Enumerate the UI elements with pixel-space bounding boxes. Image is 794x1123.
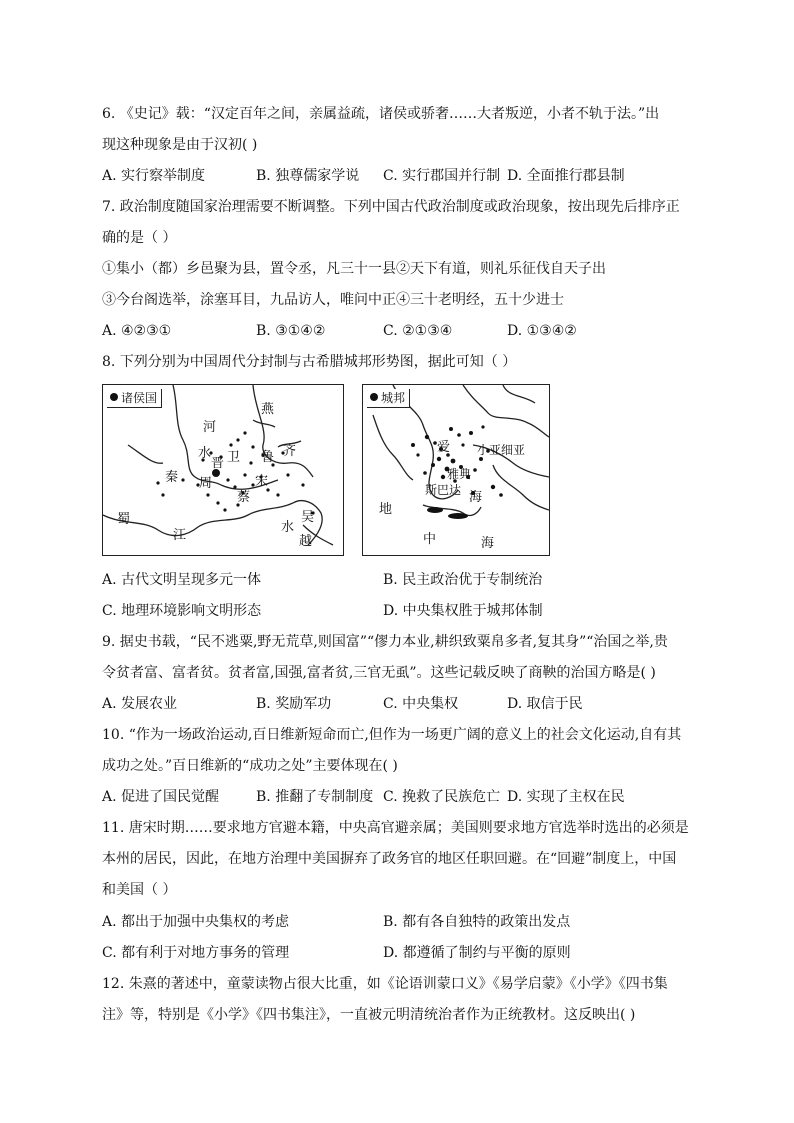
q9-option-b: B. 奖励军功 bbox=[256, 696, 332, 712]
q9-option-a: A. 发展农业 bbox=[102, 696, 178, 712]
q8-option-b: B. 民主政治优于专制统治 bbox=[383, 572, 543, 588]
q12-stem-line2: 注》等，特别是《小学》《四书集注》，一直被元明清统治者作为正统教材。这反映出( ) bbox=[102, 1007, 636, 1023]
q10-option-a: A. 促进了国民觉醒 bbox=[102, 789, 220, 805]
label-qi: 齐 bbox=[283, 444, 297, 459]
q7-stem-line1: 7. 政治制度随国家治理需要不断调整。下列中国古代政治制度或政治现象，按出现先后排序正 bbox=[102, 199, 680, 215]
zhou-states-map bbox=[102, 384, 344, 556]
q6-option-b: B. 独尊儒家学说 bbox=[256, 168, 360, 184]
q6-option-c: C. 实行郡国并行制 bbox=[383, 168, 501, 184]
q7-option-d: D. ①③④② bbox=[507, 323, 577, 339]
zhou-map-title: 诸侯国 bbox=[107, 389, 162, 408]
capital-dot-icon bbox=[110, 393, 118, 401]
label-ai: 爱 bbox=[437, 440, 451, 455]
q11-stem-line2: 本州的居民，因此，在地方治理中美国摒弃了政务官的地区任职回避。在“回避”制度上，中国 bbox=[102, 851, 677, 867]
q9-option-c: C. 中央集权 bbox=[383, 696, 459, 712]
q9-option-d: D. 取信于民 bbox=[507, 696, 583, 712]
q10-option-d: D. 实现了主权在民 bbox=[507, 789, 625, 805]
q10-stem-line1: 10. “作为一场政治运动,百日维新短命而亡,但作为一场更广阔的意义上的社会文化运动,自有其 bbox=[102, 727, 682, 743]
q7-stem-line2: 确的是（ ） bbox=[102, 230, 177, 246]
q8-stem-line1: 8. 下列分别为中国周代分封制与古希腊城邦形势图，据此可知（ ） bbox=[102, 354, 517, 370]
greece-map-title: 城邦 bbox=[367, 389, 410, 408]
label-lu: 鲁 bbox=[261, 450, 275, 465]
label-hai: 海 bbox=[469, 490, 483, 505]
label-he: 河 bbox=[203, 420, 217, 435]
q7-stem-line4: ③今台阁选举，涂塞耳目，九品访人，唯问中正④三十老明经，五十少进士 bbox=[102, 292, 564, 308]
q8-option-c: C. 地理环境影响文明形态 bbox=[102, 603, 262, 619]
label-song: 宋 bbox=[255, 474, 269, 489]
label-shui: 水 bbox=[198, 446, 212, 461]
q8-option-d: D. 中央集权胜于城邦体制 bbox=[383, 603, 543, 619]
label-zhou: 周 bbox=[199, 476, 213, 491]
q11-option-b: B. 都有各自独特的政策出发点 bbox=[383, 914, 571, 930]
label-hai-sea: 海 bbox=[481, 536, 495, 551]
label-yan: 燕 bbox=[261, 402, 275, 417]
q8-option-a: A. 古代文明呈现多元一体 bbox=[102, 572, 262, 588]
label-sparta: 斯巴达 bbox=[425, 483, 462, 497]
q11-stem-line1: 11. 唐宋时期……要求地方官避本籍，中央高官避亲属；美国则要求地方官选举时选出的必须是 bbox=[102, 820, 689, 836]
q10-option-c: C. 挽救了民族危亡 bbox=[383, 789, 501, 805]
q7-option-c: C. ②①③④ bbox=[383, 323, 453, 339]
q6-option-a: A. 实行察举制度 bbox=[102, 168, 206, 184]
label-yue: 越 bbox=[299, 534, 313, 549]
label-qin: 秦 bbox=[165, 470, 179, 485]
label-jin: 晋 bbox=[211, 456, 225, 471]
label-jiang: 江 bbox=[173, 528, 187, 543]
q11-option-d: D. 都遵循了制约与平衡的原则 bbox=[383, 945, 571, 961]
label-shu: 蜀 bbox=[117, 512, 131, 527]
label-cai: 蔡 bbox=[237, 490, 251, 505]
q12-stem-line1: 12. 朱熹的著述中，童蒙读物占很大比重，如《论语训蒙口义》《易学启蒙》《小学》《四书集 bbox=[102, 976, 668, 992]
q6-option-d: D. 全面推行郡县制 bbox=[507, 168, 625, 184]
q11-option-a: A. 都出于加强中央集权的考虑 bbox=[102, 914, 290, 930]
q10-stem-line2: 成功之处。”百日维新的“成功之处”主要体现在( ) bbox=[102, 758, 398, 774]
label-athens: 雅典 bbox=[447, 467, 472, 481]
q11-stem-line3: 和美国（ ） bbox=[102, 882, 177, 898]
label-zhong: 中 bbox=[423, 532, 437, 547]
label-shui-south: 水 bbox=[281, 520, 295, 535]
q10-option-b: B. 推翻了专制制度 bbox=[256, 789, 374, 805]
label-di: 地 bbox=[379, 502, 393, 517]
q6-stem-line1: 6. 《史记》载：“汉定百年之间，亲属益疏，诸侯或骄奢……大者叛逆，小者不轨于法。”出 bbox=[102, 106, 660, 122]
q7-option-a: A. ④②③① bbox=[102, 323, 172, 339]
label-wei: 卫 bbox=[227, 450, 241, 465]
city-dot-icon bbox=[370, 393, 378, 401]
q9-stem-line1: 9. 据史书载，“民不逃粟,野无荒草,则国富”“僇力本业,耕织致粟帛多者,复其身”“治国之举,贵 bbox=[102, 634, 668, 650]
q9-stem-line2: 令贫者富、富者贫。贫者富,国强,富者贫,三官无虱”。这些记载反映了商鞅的治国方略是( ) bbox=[102, 665, 656, 681]
greek-city-states-map bbox=[362, 384, 550, 556]
q7-stem-line3: ①集小（都）乡邑聚为县，置令丞，凡三十一县②天下有道，则礼乐征伐自天子出 bbox=[102, 261, 606, 277]
label-asia-minor: 小亚细亚 bbox=[477, 443, 526, 457]
q6-stem-line2: 现这种现象是由于汉初( ) bbox=[102, 137, 258, 153]
q7-option-b: B. ③①④② bbox=[256, 323, 326, 339]
label-wu: 吴 bbox=[301, 510, 315, 525]
q11-option-c: C. 都有利于对地方事务的管理 bbox=[102, 945, 290, 961]
